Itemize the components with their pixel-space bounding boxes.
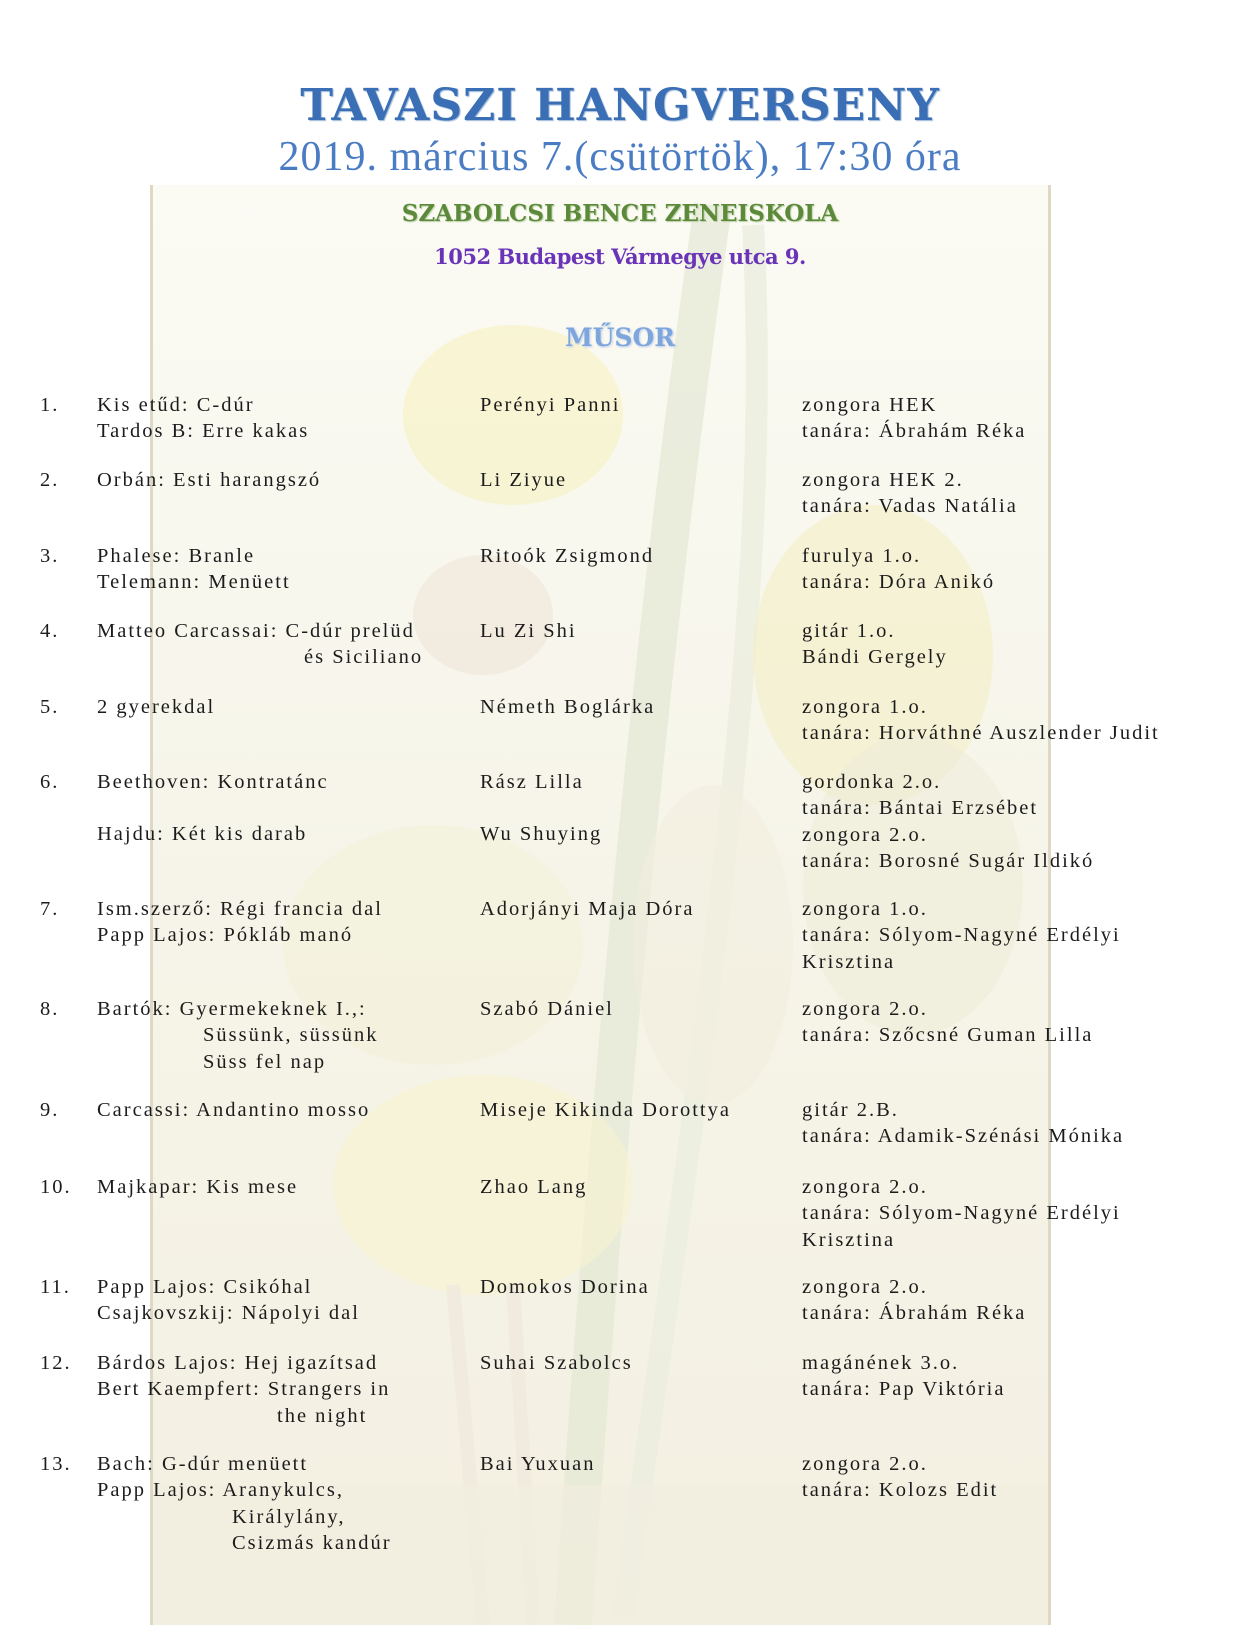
item-performer xyxy=(480,618,577,644)
performer-line: Rász Lilla xyxy=(480,771,584,793)
teacher-line: tanára: Horváthné Auszlender Judit xyxy=(802,722,1160,745)
instrument-line: zongora 2.o. xyxy=(802,823,928,846)
item-number: 13. xyxy=(40,1453,72,1475)
item-pieces xyxy=(97,618,423,671)
piece-line: Süss fel nap xyxy=(203,1050,327,1073)
item-instrument xyxy=(802,896,1121,975)
item-instrument xyxy=(802,467,1018,520)
item-instrument xyxy=(802,1350,1005,1403)
performer-line: Németh Boglárka xyxy=(480,696,656,718)
item-number: 10. xyxy=(40,1176,72,1198)
piece-spacer xyxy=(97,795,329,821)
performer-line: Zhao Lang xyxy=(480,1176,588,1198)
piece-line: és Siciliano xyxy=(304,646,424,669)
item-instrument xyxy=(802,618,948,671)
program-heading: MŰSOR xyxy=(564,323,676,352)
piece-line: Bartók: Gyermekeknek I.,: xyxy=(97,998,367,1020)
performer-line: Li Ziyue xyxy=(480,469,568,491)
piece-line: Királylány, xyxy=(232,1505,346,1528)
teacher-line: Krisztina xyxy=(802,950,896,973)
performer-line: Wu Shuying xyxy=(480,823,603,846)
item-instrument xyxy=(802,694,1160,747)
instrument-line: magánének 3.o. xyxy=(802,1352,960,1374)
piece-line: Tardos B: Erre kakas xyxy=(97,420,310,443)
item-instrument xyxy=(802,392,1026,445)
instrument-line: zongora 1.o. xyxy=(802,898,928,920)
piece-line: Carcassi: Andantino mosso xyxy=(97,1099,371,1121)
performer-line: Miseje Kikinda Dorottya xyxy=(480,1099,731,1121)
item-instrument xyxy=(802,1097,1124,1150)
teacher-line: tanára: Dóra Anikó xyxy=(802,571,996,594)
item-number: 4. xyxy=(40,620,60,642)
item-performer xyxy=(480,392,620,418)
piece-line: Bert Kaempfert: Strangers in xyxy=(97,1378,391,1401)
item-pieces xyxy=(97,392,309,445)
teacher-line: tanára: Kolozs Edit xyxy=(802,1479,999,1502)
performer-line: Adorjányi Maja Dóra xyxy=(480,898,695,920)
item-number: 2. xyxy=(40,469,60,491)
item-instrument xyxy=(802,1174,1121,1253)
item-number: 5. xyxy=(40,696,60,718)
piece-line: Csizmás kandúr xyxy=(232,1531,392,1554)
item-performer xyxy=(480,1097,731,1123)
teacher-line: tanára: Szőcsné Guman Lilla xyxy=(802,1024,1094,1047)
piece-line: Papp Lajos: Pókláb manó xyxy=(97,924,354,947)
item-performer xyxy=(480,543,654,569)
piece-line: Süssünk, süssünk xyxy=(203,1024,379,1047)
instrument-line: zongora 2.o. xyxy=(802,998,928,1020)
item-pieces xyxy=(97,896,383,949)
page-title: TAVASZI HANGVERSENY xyxy=(300,80,940,131)
item-number: 9. xyxy=(40,1099,60,1121)
item-instrument xyxy=(802,543,995,596)
performer-line: Suhai Szabolcs xyxy=(480,1352,633,1374)
item-number: 6. xyxy=(40,771,60,793)
instrument-line: furulya 1.o. xyxy=(802,545,922,567)
piece-line: Csajkovszkij: Nápolyi dal xyxy=(97,1302,360,1325)
item-pieces xyxy=(97,1350,390,1429)
item-performer xyxy=(480,467,567,493)
item-number: 11. xyxy=(40,1276,71,1298)
item-pieces xyxy=(97,1451,392,1556)
item-instrument xyxy=(802,769,1094,874)
teacher-line: tanára: Sólyom-Nagyné Erdélyi xyxy=(802,1202,1121,1225)
item-pieces xyxy=(97,467,321,493)
piece-line: Ism.szerző: Régi francia dal xyxy=(97,898,383,920)
performer-line: Bai Yuxuan xyxy=(480,1453,596,1475)
performer-line: Lu Zi Shi xyxy=(480,620,577,642)
item-instrument xyxy=(802,1451,998,1504)
item-performer xyxy=(480,1274,650,1300)
item-performer xyxy=(480,769,602,848)
item-pieces xyxy=(97,1097,370,1123)
teacher-line: tanára: Pap Viktória xyxy=(802,1378,1006,1401)
instrument-line: gitár 2.B. xyxy=(802,1099,899,1121)
teacher-line: tanára: Bántai Erzsébet xyxy=(802,797,1039,820)
event-date: 2019. március 7.(csütörtök), 17:30 óra xyxy=(278,134,962,180)
instrument-line: zongora HEK 2. xyxy=(802,469,964,491)
item-performer xyxy=(480,996,614,1022)
item-number: 8. xyxy=(40,998,60,1020)
piece-line: Majkapar: Kis mese xyxy=(97,1176,299,1198)
piece-line: Kis etűd: C-dúr xyxy=(97,394,255,416)
item-pieces xyxy=(97,1174,298,1200)
item-instrument xyxy=(802,1274,1026,1327)
item-performer xyxy=(480,1174,587,1200)
piece-line: Papp Lajos: Aranykulcs, xyxy=(97,1479,344,1502)
school-name: SZABOLCSI BENCE ZENEISKOLA xyxy=(401,200,839,227)
instrument-line: zongora 1.o. xyxy=(802,696,928,718)
piece-line: Hajdu: Két kis darab xyxy=(97,823,308,846)
item-pieces xyxy=(97,1274,360,1327)
teacher-line: tanára: Adamik-Szénási Mónika xyxy=(802,1125,1125,1148)
performer-line: Ritoók Zsigmond xyxy=(480,545,655,567)
instrument-line: gordonka 2.o. xyxy=(802,771,942,793)
piece-line: Bach: G-dúr menüett xyxy=(97,1453,309,1475)
item-performer xyxy=(480,1451,595,1477)
item-pieces xyxy=(97,996,379,1075)
item-performer xyxy=(480,1350,633,1376)
instrument-line: zongora 2.o. xyxy=(802,1276,928,1298)
instrument-line: gitár 1.o. xyxy=(802,620,896,642)
item-pieces xyxy=(97,543,291,596)
performer-spacer xyxy=(480,795,602,821)
item-pieces xyxy=(97,769,329,848)
instrument-line: zongora HEK xyxy=(802,394,938,416)
piece-line: Telemann: Menüett xyxy=(97,571,291,594)
instrument-line: zongora 2.o. xyxy=(802,1453,928,1475)
piece-line: the night xyxy=(277,1404,368,1427)
piece-line: Orbán: Esti harangszó xyxy=(97,469,322,491)
item-instrument xyxy=(802,996,1093,1049)
teacher-line: tanára: Borosné Sugár Ildikó xyxy=(802,849,1095,872)
piece-line: Papp Lajos: Csikóhal xyxy=(97,1276,313,1298)
item-number: 12. xyxy=(40,1352,72,1374)
item-performer xyxy=(480,896,694,922)
piece-line: Bárdos Lajos: Hej igazítsad xyxy=(97,1352,379,1374)
item-number: 3. xyxy=(40,545,60,567)
piece-line: Matteo Carcassai: C-dúr prelüd xyxy=(97,620,415,642)
school-address: 1052 Budapest Vármegye utca 9. xyxy=(434,244,806,269)
item-number: 7. xyxy=(40,898,60,920)
performer-line: Szabó Dániel xyxy=(480,998,614,1020)
teacher-line: tanára: Vadas Natália xyxy=(802,495,1018,518)
item-number: 1. xyxy=(40,394,60,416)
performer-line: Perényi Panni xyxy=(480,394,621,416)
piece-line: Beethoven: Kontratánc xyxy=(97,771,329,793)
teacher-line: tanára: Sólyom-Nagyné Erdélyi xyxy=(802,924,1121,947)
teacher-line: Krisztina xyxy=(802,1228,896,1251)
teacher-line: tanára: Ábrahám Réka xyxy=(802,1302,1027,1325)
item-pieces xyxy=(97,694,215,720)
teacher-line: tanára: Ábrahám Réka xyxy=(802,420,1027,443)
performer-line: Domokos Dorina xyxy=(480,1276,650,1298)
item-performer xyxy=(480,694,655,720)
instrument-line: zongora 2.o. xyxy=(802,1176,928,1198)
teacher-line: Bándi Gergely xyxy=(802,646,948,669)
piece-line: 2 gyerekdal xyxy=(97,696,216,718)
piece-line: Phalese: Branle xyxy=(97,545,256,567)
